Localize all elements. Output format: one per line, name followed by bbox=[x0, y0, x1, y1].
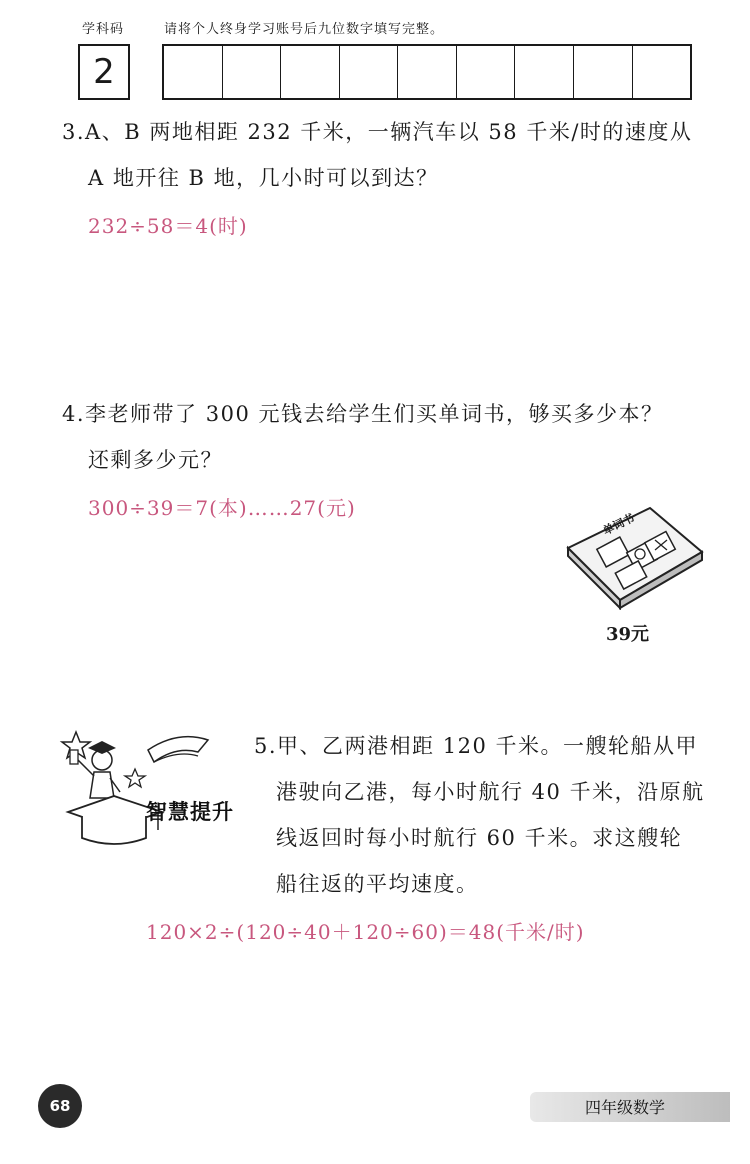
account-instruction: 请将个人终身学习账号后九位数字填写完整。 bbox=[164, 22, 445, 37]
problem-4-text: 李老师带了 300 元钱去给学生们买单词书，够买多少本？ bbox=[85, 402, 664, 426]
problem-4-answer: 300÷39＝7(本)……27(元) bbox=[88, 496, 356, 520]
book-cover-title: 单词书 bbox=[601, 511, 637, 538]
digit-box[interactable] bbox=[222, 46, 281, 98]
problem-3-line-1 bbox=[62, 116, 692, 146]
digit-box[interactable] bbox=[397, 46, 456, 98]
problem-5-text: 甲、乙两港相距 120 千米。一艘轮船从甲 bbox=[277, 734, 698, 758]
problem-5-answer: 120×2÷(120÷40＋120÷60)＝48(千米/时) bbox=[146, 920, 585, 944]
book-label: 四年级数学 bbox=[585, 1098, 666, 1117]
digit-box[interactable] bbox=[339, 46, 398, 98]
student-graduation-icon bbox=[58, 720, 248, 850]
digit-box[interactable] bbox=[456, 46, 515, 98]
problem-3-line-2: A 地开往 B 地，几小时可以到达？ bbox=[88, 166, 439, 190]
subject-code-box: 2 bbox=[78, 44, 130, 100]
problem-4-line-1 bbox=[62, 398, 663, 428]
word-book-illustration bbox=[560, 500, 710, 610]
problem-5-line-4: 船往返的平均速度。 bbox=[276, 872, 479, 896]
badge-title: 智慧提升 bbox=[146, 800, 234, 824]
problem-3-answer: 232÷58＝4(时) bbox=[88, 214, 248, 238]
digit-box[interactable] bbox=[632, 46, 691, 98]
problem-4-line-2: 还剩多少元？ bbox=[88, 448, 223, 472]
problem-3-text: A、B 两地相距 232 千米，一辆汽车以 58 千米/时的速度从 bbox=[85, 120, 693, 144]
book-icon bbox=[560, 500, 710, 610]
problem-5-line-2: 港驶向乙港，每小时航行 40 千米，沿原航 bbox=[276, 780, 705, 804]
book-price: 39元 bbox=[606, 624, 650, 645]
problem-5-number: 5. bbox=[254, 734, 278, 758]
problem-5-line-1 bbox=[254, 730, 698, 760]
account-digit-boxes bbox=[162, 44, 692, 100]
subject-code-label: 学科码 bbox=[82, 22, 125, 37]
digit-box[interactable] bbox=[280, 46, 339, 98]
problem-5-line-3: 线返回时每小时航行 60 千米。求这艘轮 bbox=[276, 826, 683, 850]
problem-3-number: 3. bbox=[62, 120, 86, 144]
problem-4-number: 4. bbox=[62, 402, 86, 426]
digit-box[interactable] bbox=[573, 46, 632, 98]
wisdom-badge bbox=[58, 720, 248, 850]
digit-box[interactable] bbox=[164, 46, 222, 98]
page-number: 68 bbox=[38, 1084, 82, 1128]
digit-box[interactable] bbox=[514, 46, 573, 98]
